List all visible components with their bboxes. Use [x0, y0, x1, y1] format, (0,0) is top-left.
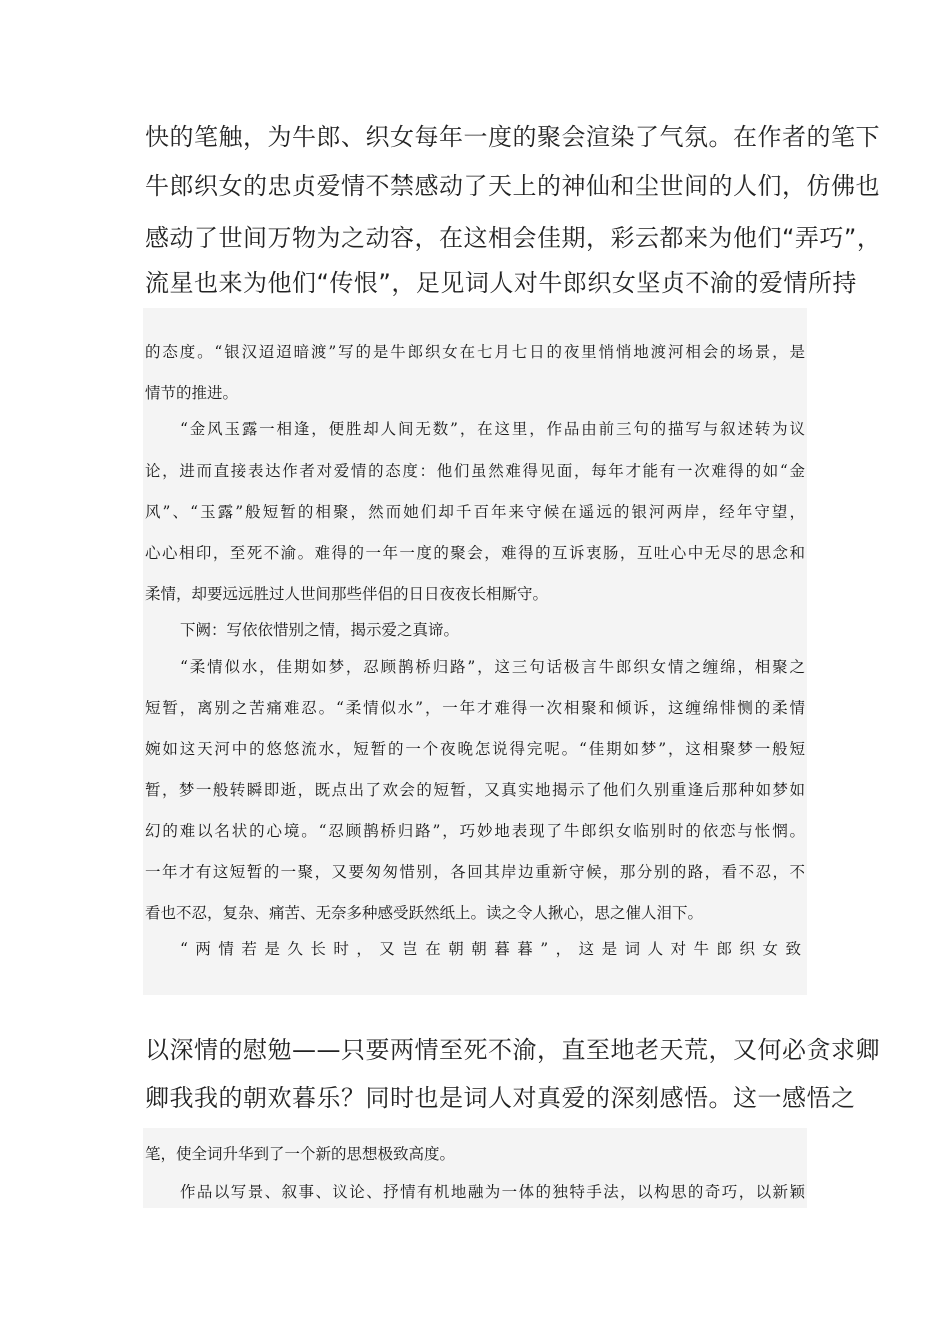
paragraph-line: 下阙：写依依惜别之情，揭示爱之真谛。 [180, 621, 460, 639]
paragraph-line: 短暂，离别之苦痛难忍。“柔情似水”，一年才难得一次相聚和倾诉，这缠绵悱恻的柔情 [145, 699, 805, 717]
paragraph-line: 心心相印，至死不渝。难得的一年一度的聚会，难得的互诉衷肠，互吐心中无尽的思念和 [145, 544, 805, 562]
paragraph-line: 作品以写景、叙事、议论、抒情有机地融为一体的独特手法，以构思的奇巧，以新颖 [180, 1183, 805, 1201]
paragraph-line: 流星也来为他们“传恨”，足见词人对牛郎织女坚贞不渝的爱情所持 [145, 269, 857, 297]
scan-background-1 [143, 308, 807, 995]
paragraph-line: 牛郎织女的忠贞爱情不禁感动了天上的神仙和尘世间的人们，仿佛也 [145, 172, 880, 200]
paragraph-line: 感动了世间万物为之动容，在这相会佳期，彩云都来为他们“弄巧”， [145, 224, 882, 252]
paragraph-line: 的态度。“银汉迢迢暗渡”写的是牛郎织女在七月七日的夜里悄悄地渡河相会的场景，是 [145, 343, 805, 361]
paragraph-line: 柔情，却要远远胜过人世间那些伴侣的日日夜夜长相厮守。 [145, 585, 549, 603]
paragraph-line: 快的笔触，为牛郎、织女每年一度的聚会渲染了气氛。在作者的笔下 [145, 123, 880, 151]
paragraph-line: 婉如这天河中的悠悠流水，短暂的一个夜晚怎说得完呢。“佳期如梦”，这相聚梦一般短 [145, 740, 805, 758]
paragraph-line: 卿我我的朝欢暮乐？同时也是词人对真爱的深刻感悟。这一感悟之 [145, 1084, 856, 1112]
paragraph-line: “柔情似水，佳期如梦，忍顾鹊桥归路”，这三句话极言牛郎织女情之缠绵，相聚之 [180, 658, 805, 676]
paragraph-line: 风”、“玉露”般短暂的相聚，然而她们却千百年来守候在遥远的银河两岸，经年守望， [145, 503, 805, 521]
paragraph-line: “两情若是久长时，又岂在朝朝暮暮”，这是词人对牛郎织女致 [180, 940, 805, 958]
paragraph-line: 看也不忍，复杂、痛苦、无奈多种感受跃然纸上。读之令人揪心，思之催人泪下。 [145, 904, 704, 922]
paragraph-line: 笔，使全词升华到了一个新的思想极致高度。 [145, 1145, 456, 1163]
paragraph-line: 情节的推进。 [145, 384, 239, 402]
paragraph-line: 论，进而直接表达作者对爱情的态度：他们虽然难得见面，每年才能有一次难得的如“金 [145, 462, 805, 480]
paragraph-line: 一年才有这短暂的一聚，又要匆匆惜别，各回其岸边重新守候，那分别的路，看不忍，不 [145, 863, 805, 881]
paragraph-line: “金风玉露一相逢，便胜却人间无数”，在这里，作品由前三句的描写与叙述转为议 [180, 420, 805, 438]
paragraph-line: 以深情的慰勉——只要两情至死不渝，直至地老天荒，又何必贪求卿 [145, 1036, 880, 1064]
paragraph-line: 暂，梦一般转瞬即逝，既点出了欢会的短暂，又真实地揭示了他们久别重逢后那种如梦如 [145, 781, 805, 799]
paragraph-line: 幻的难以名状的心境。“忍顾鹊桥归路”，巧妙地表现了牛郎织女临别时的依恋与怅惘。 [145, 822, 805, 840]
